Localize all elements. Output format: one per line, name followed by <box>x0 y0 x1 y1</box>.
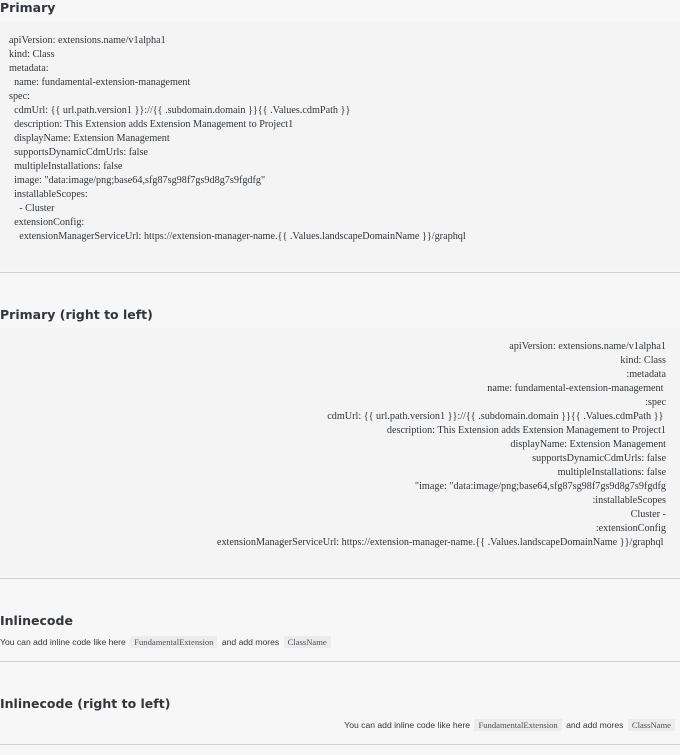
code-line: :installableScopes <box>592 495 666 506</box>
code-line: cdmUrl: {{ url.path.version1 }}://{{ .subdomain.domain }}{{ .Values.cdmPath }} <box>327 411 666 422</box>
inline-text: and add mores <box>566 720 624 730</box>
section-divider <box>0 272 680 273</box>
code-line: extensionConfig: <box>9 217 85 228</box>
inline-code: ClassName <box>284 636 331 648</box>
inline-code: FundamentalExtension <box>474 719 561 731</box>
code-block-primary <box>0 22 680 270</box>
code-line: installableScopes: <box>9 189 88 200</box>
inlinecode-paragraph <box>0 637 680 647</box>
code-line: supportsDynamicCdmUrls: false <box>9 147 148 158</box>
code-line: displayName: Extension Management <box>510 439 666 450</box>
code-line: description: This Extension adds Extension Management to Project1 <box>9 119 294 130</box>
code-line: extensionManagerServiceUrl: https://extension-manager-name.{{ .Values.landscapeDomainName }}/graphql <box>9 231 466 242</box>
code-line: apiVersion: extensions.name/v1alpha1 <box>509 341 666 352</box>
inline-code: FundamentalExtension <box>130 636 217 648</box>
code-line: Cluster - <box>630 509 666 520</box>
section-divider <box>0 744 680 745</box>
code-line: name: fundamental-extension-management <box>487 383 666 394</box>
section-divider <box>0 578 680 579</box>
section-divider <box>0 661 680 662</box>
code-block-primary-rtl <box>0 328 680 576</box>
code-line: kind: Class <box>9 49 55 60</box>
code-line: multipleInstallations: false <box>557 467 666 478</box>
code-line: "image: "data:image/png;base64,sfg87sg98f7gs9d8g7s9fgdfg <box>414 481 666 492</box>
code-line: image: "data:image/png;base64,sfg87sg98f7gs9d8g7s9fgdfg" <box>9 175 266 186</box>
code-line: spec: <box>9 91 30 102</box>
inline-text: You can add inline code like here <box>0 637 126 647</box>
section-title-primary: Primary <box>0 0 56 15</box>
code-line: displayName: Extension Management <box>9 133 170 144</box>
code-line: :metadata <box>626 369 666 380</box>
code-line: metadata: <box>9 63 49 74</box>
code-line: - Cluster <box>9 203 55 214</box>
inline-text: and add mores <box>221 637 280 647</box>
code-line: multipleInstallations: false <box>9 161 123 172</box>
code-line: description: This Extension adds Extension Management to Project1 <box>386 425 666 436</box>
code-line: name: fundamental-extension-management <box>9 77 191 88</box>
code-line: :spec <box>645 397 666 408</box>
inline-code: ClassName <box>628 719 675 731</box>
code-line: :extensionConfig <box>595 523 666 534</box>
code-line: apiVersion: extensions.name/v1alpha1 <box>9 35 166 46</box>
inline-text: You can add inline code like here <box>344 720 471 730</box>
code-line: kind: Class <box>620 355 666 366</box>
code-line: extensionManagerServiceUrl: https://extension-manager-name.{{ .Values.landscapeDomainName }}/graphql <box>216 537 666 548</box>
section-title-inlinecode: Inlinecode <box>0 613 73 628</box>
section-title-inlinecode-rtl: Inlinecode (right to left) <box>0 696 171 711</box>
code-line: supportsDynamicCdmUrls: false <box>532 453 666 464</box>
code-line: cdmUrl: {{ url.path.version1 }}://{{ .subdomain.domain }}{{ .Values.cdmPath }} <box>9 105 351 116</box>
inlinecode-rtl-paragraph <box>0 720 680 730</box>
section-title-primary-rtl: Primary (right to left) <box>0 307 153 322</box>
